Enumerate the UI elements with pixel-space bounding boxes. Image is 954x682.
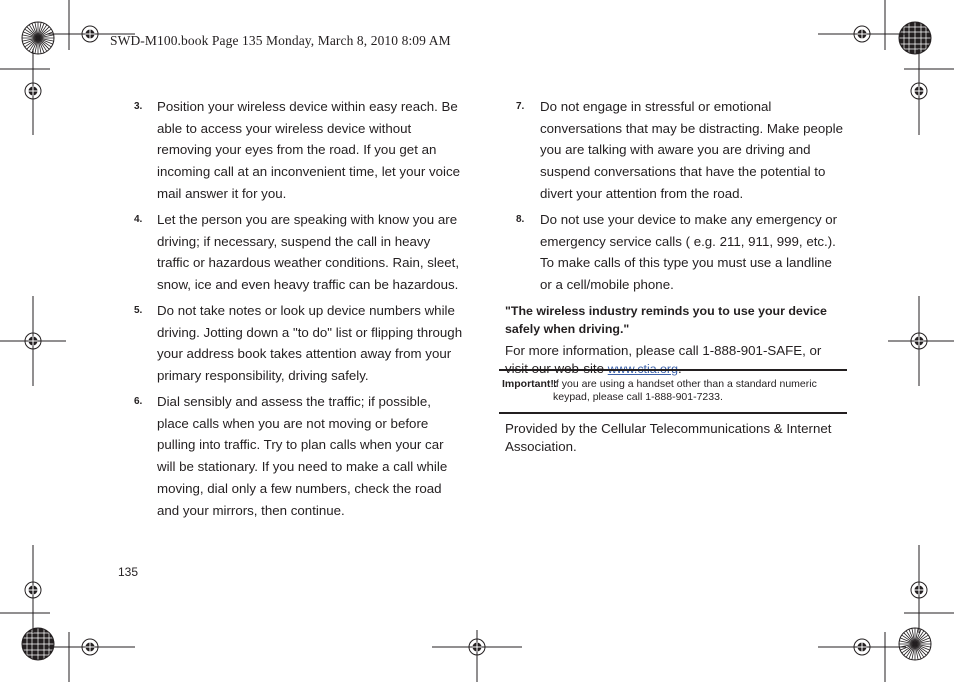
left-column — [134, 96, 464, 526]
item-text: Position your wireless device within easy reach. Be able to access your wireless device without removing your eyes from the road. If you get an incoming call at an inconvenient time, let your voice mail answer it for you. — [157, 99, 461, 201]
list-item — [134, 391, 464, 521]
list-item — [505, 209, 847, 296]
item-text: Do not take notes or look up device numbers while driving. Jotting down a "to do" list or flipping through your address book takes attention away from your primary responsibility, driving safely. — [157, 302, 463, 384]
more-info-text: For more information, please call 1-888-901-SAFE, or visit our web-site — [505, 342, 822, 376]
more-info-end: . — [677, 360, 682, 376]
item-number: 7. — [516, 101, 525, 112]
page-number: 135 — [118, 565, 139, 579]
item-number: 4. — [134, 213, 143, 225]
right-column — [505, 96, 847, 378]
item-number: 5. — [134, 304, 143, 316]
important-text: If you are using a handset other than a standard numeric keypad, please call 1-888-901-7233. — [553, 378, 817, 404]
item-number: 8. — [516, 213, 525, 225]
item-text: Do not use your device to make any emergency or emergency service calls ( e.g. 211, 911, 999, etc.). To make calls of this type you must use a landline or a cell/mobile phone. — [540, 211, 838, 292]
item-text: Do not engage in stressful or emotional conversations that may be distracting. Make people you are talking with aware you are driving and suspend conversations that have the potential to divert your attention from the road. — [540, 99, 844, 201]
book-header: SWD-M100.book Page 135 Monday, March 8, 2010 8:09 AM — [110, 33, 451, 48]
item-number: 6. — [134, 396, 143, 408]
item-text: Dial sensibly and assess the traffic; if possible, place calls when you are not moving or before pulling into traffic. Try to plan calls when your car will be stationary. If you need to make a call while moving, dial only a few numbers, check the road and your mirrors, then continue. — [157, 394, 448, 518]
ctia-website-link[interactable]: www.ctia.org — [607, 361, 678, 376]
item-number: 3. — [134, 101, 143, 112]
list-item — [134, 209, 464, 296]
list-item — [134, 96, 464, 205]
list-item — [134, 300, 464, 387]
safety-quote: "The wireless industry reminds you to use your device safely when driving." — [505, 303, 827, 337]
important-note — [499, 369, 847, 414]
list-item — [505, 96, 847, 205]
important-label: Important!: — [502, 378, 558, 390]
provided-by-text: Provided by the Cellular Telecommunications & Internet Association. — [505, 421, 832, 455]
item-text: Let the person you are speaking with know you are driving; if necessary, suspend the call in heavy traffic or hazardous weather conditions. Rain, sleet, snow, ice and even heavy traffic can be hazardous. — [157, 211, 460, 292]
